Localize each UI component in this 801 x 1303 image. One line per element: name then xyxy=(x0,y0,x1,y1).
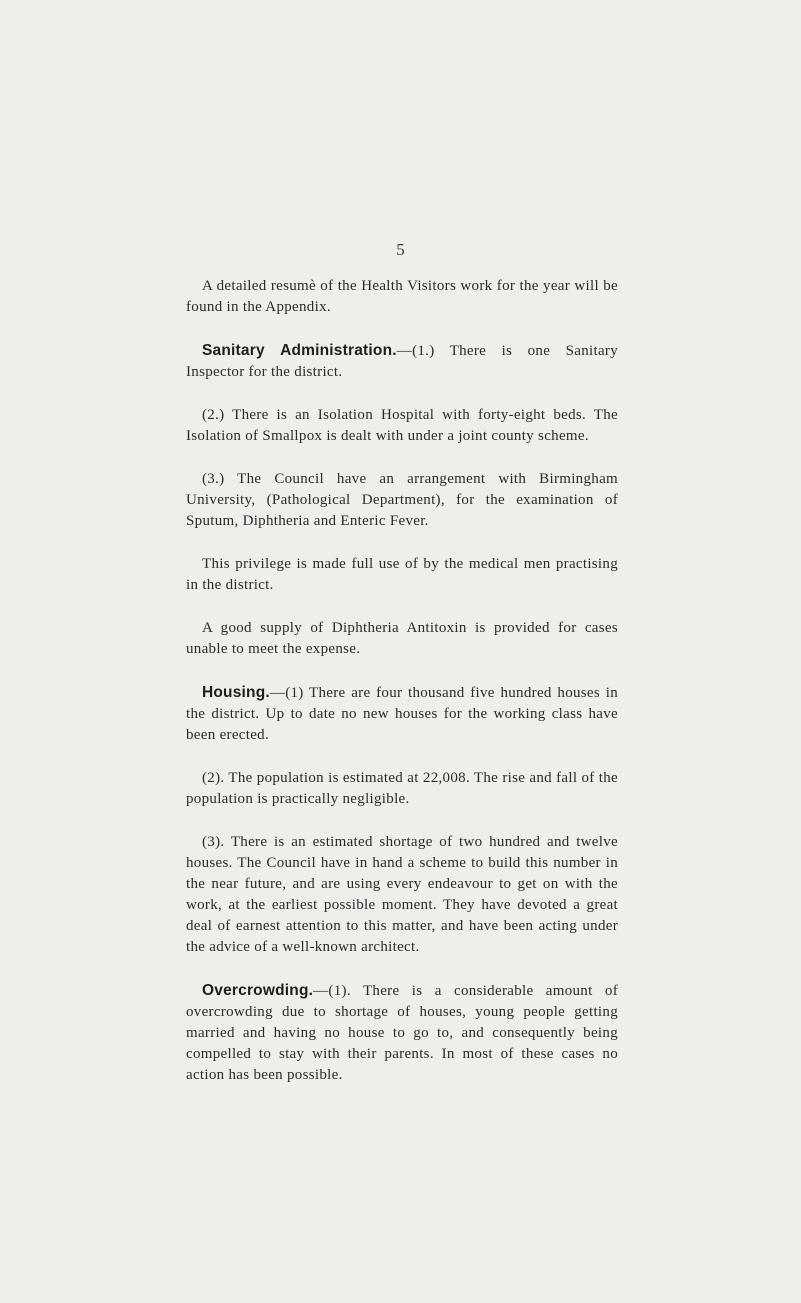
housing-paragraph-2: (2). The population is estimated at 22,008. The rise and fall of the population is practically negligible. xyxy=(186,770,618,807)
sanitary-paragraph-1 xyxy=(186,340,618,383)
sanitary-administration-heading: Sanitary Administration. xyxy=(202,342,397,359)
intro-paragraph: A detailed resumè of the Health Visitors work for the year will be found in the Appendix. xyxy=(186,278,618,315)
antitoxin-paragraph: A good supply of Diphtheria Antitoxin is provided for cases unable to meet the expense. xyxy=(186,620,618,657)
housing-heading: Housing. xyxy=(202,684,270,701)
privilege-paragraph: This privilege is made full use of by the medical men practising in the district. xyxy=(186,556,618,593)
page-body xyxy=(186,276,618,1108)
housing-paragraph-3: (3). There is an estimated shortage of two hundred and twelve houses. The Council have in hand a scheme to build this number in the near future, and are using every endeavour to get on with the work, at the earliest possible moment. They have devoted a great deal of earnest attention to this matter, and have been acting under the advice of a well-known architect. xyxy=(186,834,618,955)
overcrowding-paragraph-1-text: —(1). There is a considerable amount of overcrowding due to shortage of houses, young people getting married and having no house to go to, and consequently being compelled to stay with their parents. In most of these cases no action has been possible. xyxy=(186,983,618,1083)
overcrowding-heading: Overcrowding. xyxy=(202,982,314,999)
housing-paragraph-1 xyxy=(186,682,618,746)
sanitary-paragraph-1-text: —(1.) There is one Sanitary Inspector for the district. xyxy=(186,343,618,380)
page-number: 5 xyxy=(396,240,405,259)
housing-paragraph-1-text: —(1) There are four thousand five hundred houses in the district. Up to date no new houses for the working class have been erected. xyxy=(186,685,618,743)
overcrowding-paragraph-1 xyxy=(186,980,618,1086)
sanitary-paragraph-2: (2.) There is an Isolation Hospital with forty-eight beds. The Isolation of Smallpox is dealt with under a joint county scheme. xyxy=(186,407,618,444)
sanitary-paragraph-3: (3.) The Council have an arrangement with Birmingham University, (Pathological Department), for the examination of Sputum, Diphtheria and Enteric Fever. xyxy=(186,471,618,529)
